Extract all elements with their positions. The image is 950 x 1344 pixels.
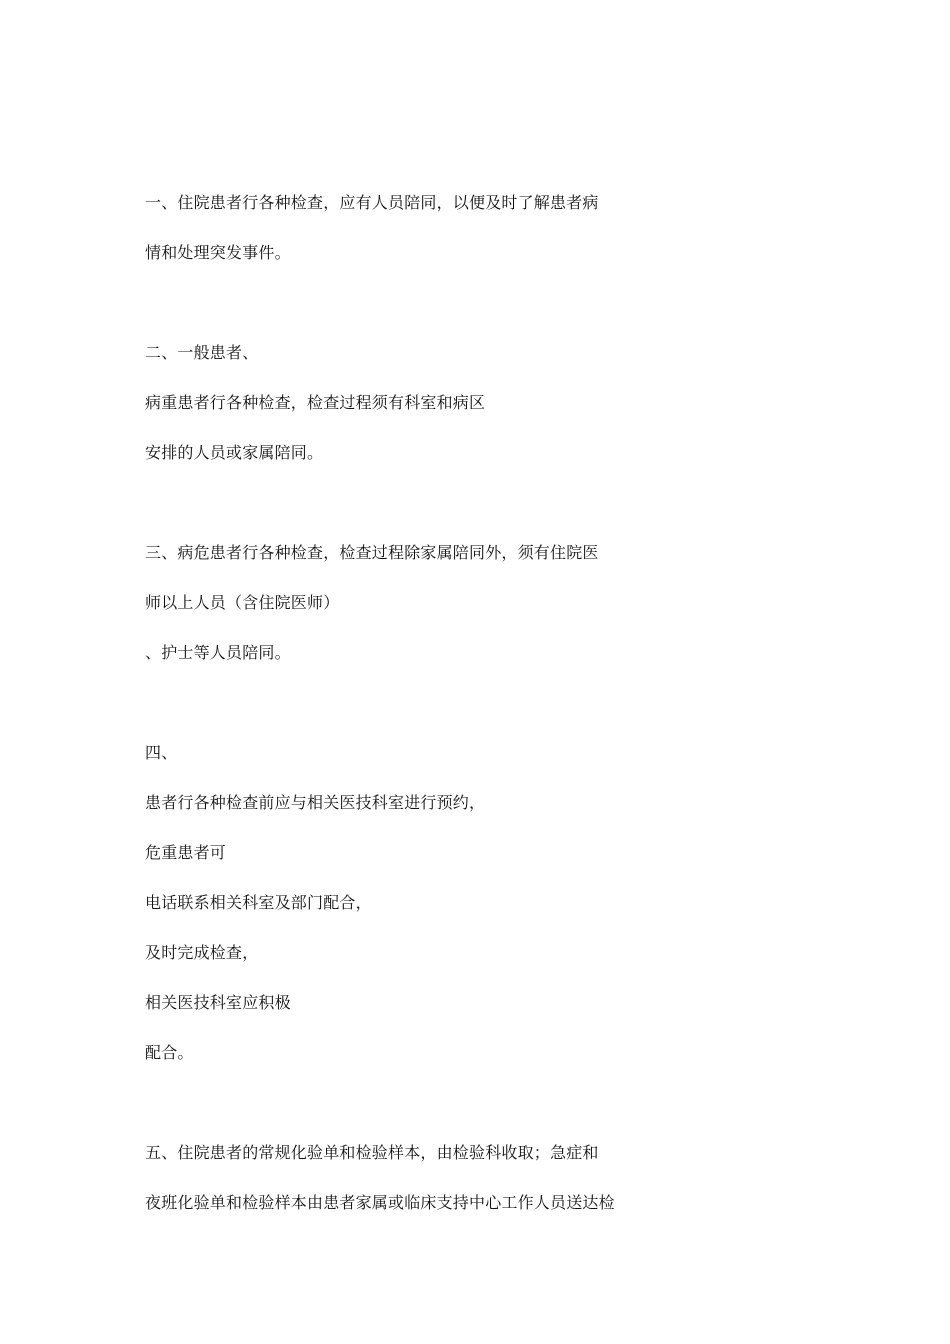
text-line: 情和处理突发事件。 (145, 243, 291, 262)
text-line: 师以上人员（含住院医师） (145, 593, 340, 612)
text-line: 夜班化验单和检验样本由患者家属或临床支持中心工作人员送达检 (145, 1193, 615, 1212)
text-line: 三、病危患者行各种检查，检查过程除家属陪同外，须有住院医 (145, 543, 599, 562)
text-line: 、护士等人员陪同。 (145, 643, 291, 662)
text-line: 五、住院患者的常规化验单和检验样本，由检验科收取；急症和 (145, 1143, 599, 1162)
text-line: 患者行各种检查前应与相关医技科室进行预约， (145, 793, 486, 812)
text-line: 四、 (145, 743, 178, 762)
text-line: 相关医技科室应积极 (145, 993, 291, 1012)
text-line: 配合。 (145, 1043, 194, 1062)
text-line: 安排的人员或家属陪同。 (145, 443, 324, 462)
text-line: 及时完成检查， (145, 943, 259, 962)
text-line: 电话联系相关科室及部门配合， (145, 893, 372, 912)
text-line: 二、一般患者、 (145, 343, 259, 362)
text-line: 危重患者可 (145, 843, 227, 862)
text-line: 一、住院患者行各种检查，应有人员陪同，以便及时了解患者病 (145, 193, 599, 212)
text-line: 病重患者行各种检查，检查过程须有科室和病区 (145, 393, 486, 412)
